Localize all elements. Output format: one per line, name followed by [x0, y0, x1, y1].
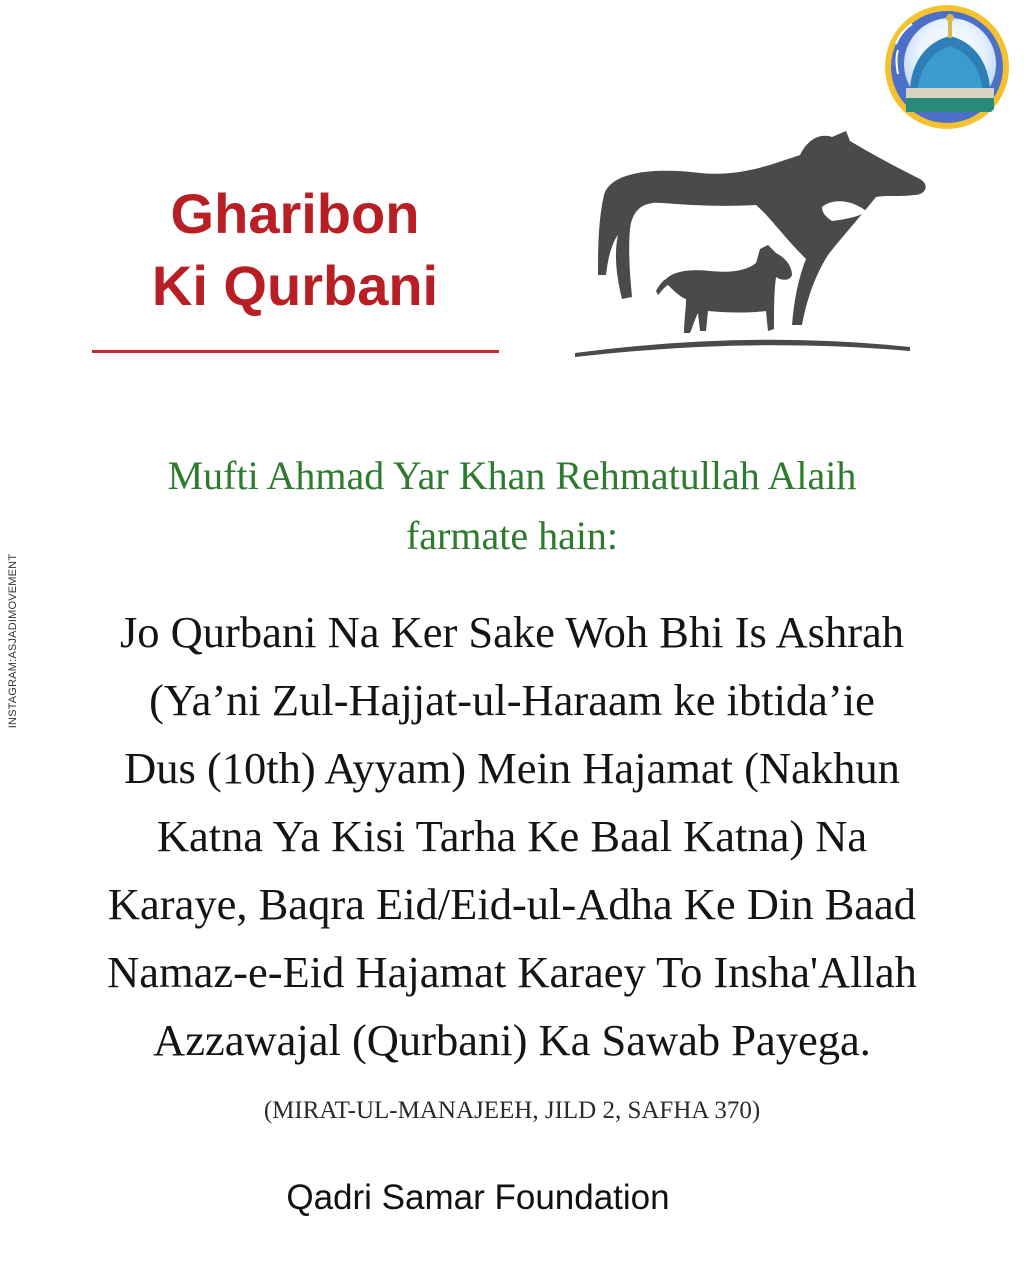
quote-line: Katna Ya Kisi Tarha Ke Baal Katna) Na: [156, 811, 868, 861]
mosque-dome-logo-icon: [884, 4, 1010, 130]
goat-silhouette: [656, 245, 792, 333]
instagram-handle-label: INSTAGRAM:ASJADIMOVEMENT: [7, 553, 19, 729]
citation-reference: (MIRAT-UL-MANAJEEH, JILD 2, SAFHA 370): [263, 1097, 761, 1124]
ground-arc: [575, 340, 910, 357]
title-underline: [92, 350, 499, 353]
title-line-2: Ki Qurbani: [151, 254, 439, 317]
intro-line-1: Mufti Ahmad Yar Khan Rehmatullah Alaih: [167, 453, 857, 498]
quote-line: Jo Qurbani Na Ker Sake Woh Bhi Is Ashrah: [119, 607, 905, 657]
quote-text: [40, 598, 984, 1074]
quote-line: Karaye, Baqra Eid/Eid-ul-Adha Ke Din Baad: [107, 879, 917, 929]
page-title: [95, 178, 495, 322]
quote-line: Dus (10th) Ayyam) Mein Hajamat (Nakhun: [124, 743, 900, 793]
author-intro: [60, 446, 964, 566]
quote-line: (Ya’ni Zul-Hajjat-ul-Haraam ke ibtida’ie: [149, 675, 875, 725]
livestock-silhouette-icon: [570, 125, 940, 360]
intro-line-2: farmate hain:: [405, 513, 619, 558]
title-line-1: Gharibon: [170, 182, 420, 245]
quote-line: Azzawajal (Qurbani) Ka Sawab Payega.: [153, 1015, 871, 1065]
organization-name: Qadri Samar Foundation: [286, 1178, 670, 1217]
quote-line: Namaz-e-Eid Hajamat Karaey To Insha'Allah: [107, 947, 917, 997]
